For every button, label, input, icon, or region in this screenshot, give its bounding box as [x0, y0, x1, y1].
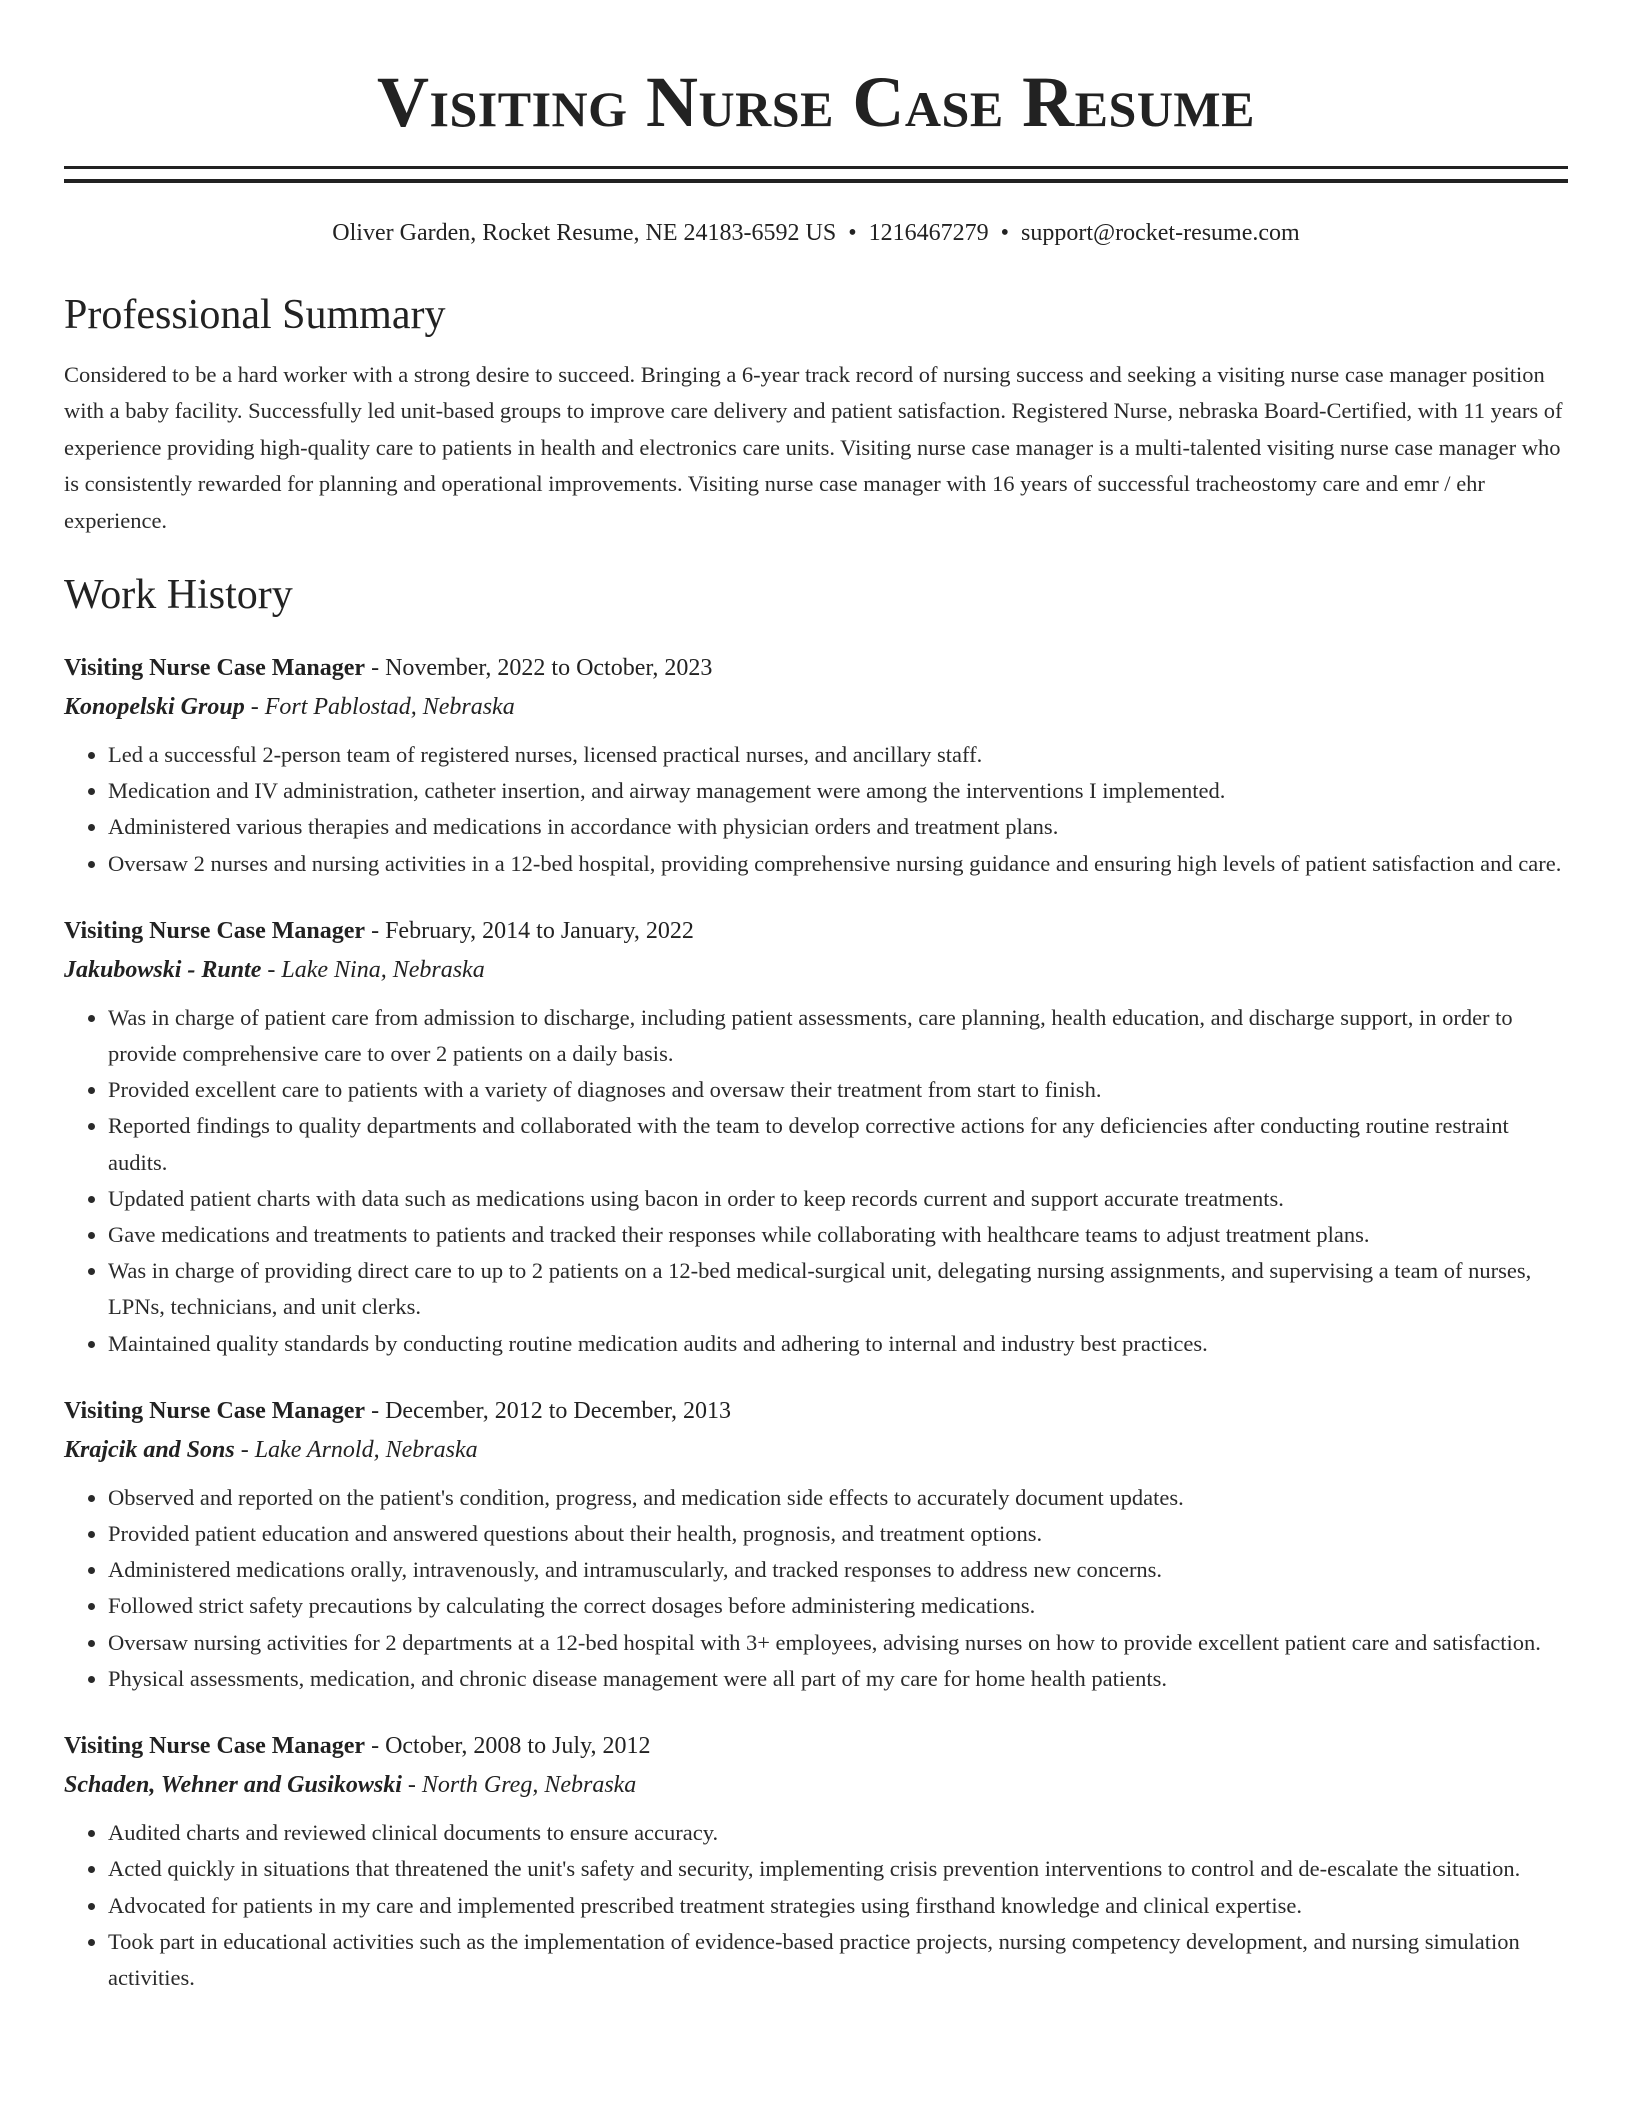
job-title-line [64, 1392, 1568, 1430]
duty-item: • Audited charts and reviewed clinical documents to ensure accuracy. [108, 1815, 1568, 1851]
job-company-line [64, 950, 1568, 990]
contact-separator: • [1000, 220, 1010, 246]
job-role: Visiting Nurse Case Manager [64, 917, 366, 944]
job-company: Schaden, Wehner and Gusikowski [64, 1772, 402, 1799]
job-company-line [64, 1765, 1568, 1805]
job-entry [64, 1727, 1568, 1996]
job-location: - Lake Nina, Nebraska [261, 956, 485, 983]
job-company: Jakubowski - Runte [64, 956, 262, 983]
job-location: - North Greg, Nebraska [401, 1772, 637, 1799]
duty-item: • Led a successful 2-person team of registered nurses, licensed practical nurses, and ancillary staff. [108, 737, 1568, 773]
job-dates: - December, 2012 to December, 2013 [365, 1397, 732, 1424]
job-company-line [64, 1430, 1568, 1470]
work-history-heading: Work History [64, 572, 293, 619]
duty-item: • Maintained quality standards by conducting routine medication audits and adhering to internal and industry best practices. [108, 1326, 1568, 1362]
job-duties [64, 1815, 1568, 1996]
job-company-line [64, 687, 1568, 727]
job-company: Konopelski Group [64, 694, 245, 721]
job-role: Visiting Nurse Case Manager [64, 1397, 366, 1424]
duty-item: • Gave medications and treatments to patients and tracked their responses while collaborating with healthcare teams to adjust treatment plans. [108, 1217, 1568, 1253]
duty-item: • Medication and IV administration, catheter insertion, and airway management were among the interventions I implemented. [108, 773, 1568, 809]
resume-title: Visiting Nurse Case Resume [377, 62, 1255, 142]
duty-item: • Oversaw 2 nurses and nursing activities in a 12-bed hospital, providing comprehensive nursing guidance and ensuring high levels of patient satisfaction and care. [108, 846, 1568, 882]
duty-item: • Advocated for patients in my care and implemented prescribed treatment strategies using firsthand knowledge and clinical expertise. [108, 1888, 1568, 1924]
duty-item: • Administered medications orally, intravenously, and intramuscularly, and tracked responses to address new concerns. [108, 1552, 1568, 1588]
job-duties [64, 1000, 1568, 1362]
job-company: Krajcik and Sons [64, 1436, 235, 1463]
job-entry [64, 649, 1568, 882]
duty-item: • Administered various therapies and medications in accordance with physician orders and treatment plans. [108, 809, 1568, 845]
duty-item: • Physical assessments, medication, and chronic disease management were all part of my care for home health patients. [108, 1661, 1568, 1697]
work-history-list [64, 649, 1568, 1996]
job-dates: - October, 2008 to July, 2012 [365, 1733, 651, 1760]
job-duties [64, 737, 1568, 882]
duty-item: • Oversaw nursing activities for 2 departments at a 12-bed hospital with 3+ employees, advising nurses on how to provide excellent patient care and satisfaction. [108, 1625, 1568, 1661]
title-double-rule [64, 166, 1568, 183]
duty-item: • Was in charge of patient care from admission to discharge, including patient assessments, care planning, health education, and discharge support, in order to provide comprehensive care to over 2 patients on a daily basis. [108, 1000, 1568, 1072]
job-dates: - February, 2014 to January, 2022 [365, 917, 694, 944]
job-location: - Lake Arnold, Nebraska [234, 1436, 478, 1463]
duty-item: • Was in charge of providing direct care to up to 2 patients on a 12-bed medical-surgical unit, delegating nursing assignments, and supervising a team of nurses, LPNs, technicians, and unit clerks. [108, 1253, 1568, 1325]
duty-item: • Took part in educational activities such as the implementation of evidence-based practice projects, nursing competency development, and nursing simulation activities. [108, 1924, 1568, 1996]
summary-heading: Professional Summary [64, 292, 446, 338]
duty-item: • Provided patient education and answered questions about their health, prognosis, and treatment options. [108, 1516, 1568, 1552]
duty-item: • Updated patient charts with data such as medications using bacon in order to keep records current and support accurate treatments. [108, 1181, 1568, 1217]
duty-item: • Provided excellent care to patients with a variety of diagnoses and oversaw their treatment from start to finish. [108, 1072, 1568, 1108]
job-dates: - November, 2022 to October, 2023 [365, 655, 713, 682]
contact-line [64, 217, 1568, 249]
job-duties [64, 1480, 1568, 1697]
job-role: Visiting Nurse Case Manager [64, 655, 366, 682]
job-role: Visiting Nurse Case Manager [64, 1733, 366, 1760]
duty-item: • Reported findings to quality departments and collaborated with the team to develop corrective actions for any deficiencies after conducting routine restraint audits. [108, 1108, 1568, 1180]
job-title-line [64, 649, 1568, 687]
duty-item: • Observed and reported on the patient's condition, progress, and medication side effects to accurately document updates. [108, 1480, 1568, 1516]
job-title-line [64, 1727, 1568, 1765]
job-spacer [64, 1362, 1568, 1392]
job-location: - Fort Pablostad, Nebraska [244, 694, 515, 721]
job-entry [64, 912, 1568, 1362]
contact-email: support@rocket-resume.com [1021, 220, 1300, 246]
duty-item: • Followed strict safety precautions by calculating the correct dosages before administering medications. [108, 1588, 1568, 1624]
contact-separator: • [848, 220, 857, 246]
job-title-line [64, 912, 1568, 950]
contact-address: Oliver Garden, Rocket Resume, NE 24183-6592 US [332, 220, 837, 246]
summary-text: Considered to be a hard worker with a strong desire to succeed. Bringing a 6-year track record of nursing success and seeking a visiting nurse case manager position with a baby facility. Successfully led unit-based groups to improve care delivery and patient satisfaction. Registered Nurse, nebraska Board-Certified, with 11 years of experience providing high-quality care to patients in health and electronics care units. Visiting nurse case manager is a multi-talented visiting nurse case manager who is consistently rewarded for planning and operational improvements. Visiting nurse case manager with 16 years of successful tracheostomy care and emr / ehr experience. [64, 362, 1563, 533]
contact-phone: 1216467279 [868, 220, 989, 246]
job-spacer [64, 882, 1568, 912]
duty-item: • Acted quickly in situations that threatened the unit's safety and security, implementing crisis prevention interventions to control and de-escalate the situation. [108, 1851, 1568, 1887]
job-entry [64, 1392, 1568, 1697]
job-spacer [64, 1697, 1568, 1727]
